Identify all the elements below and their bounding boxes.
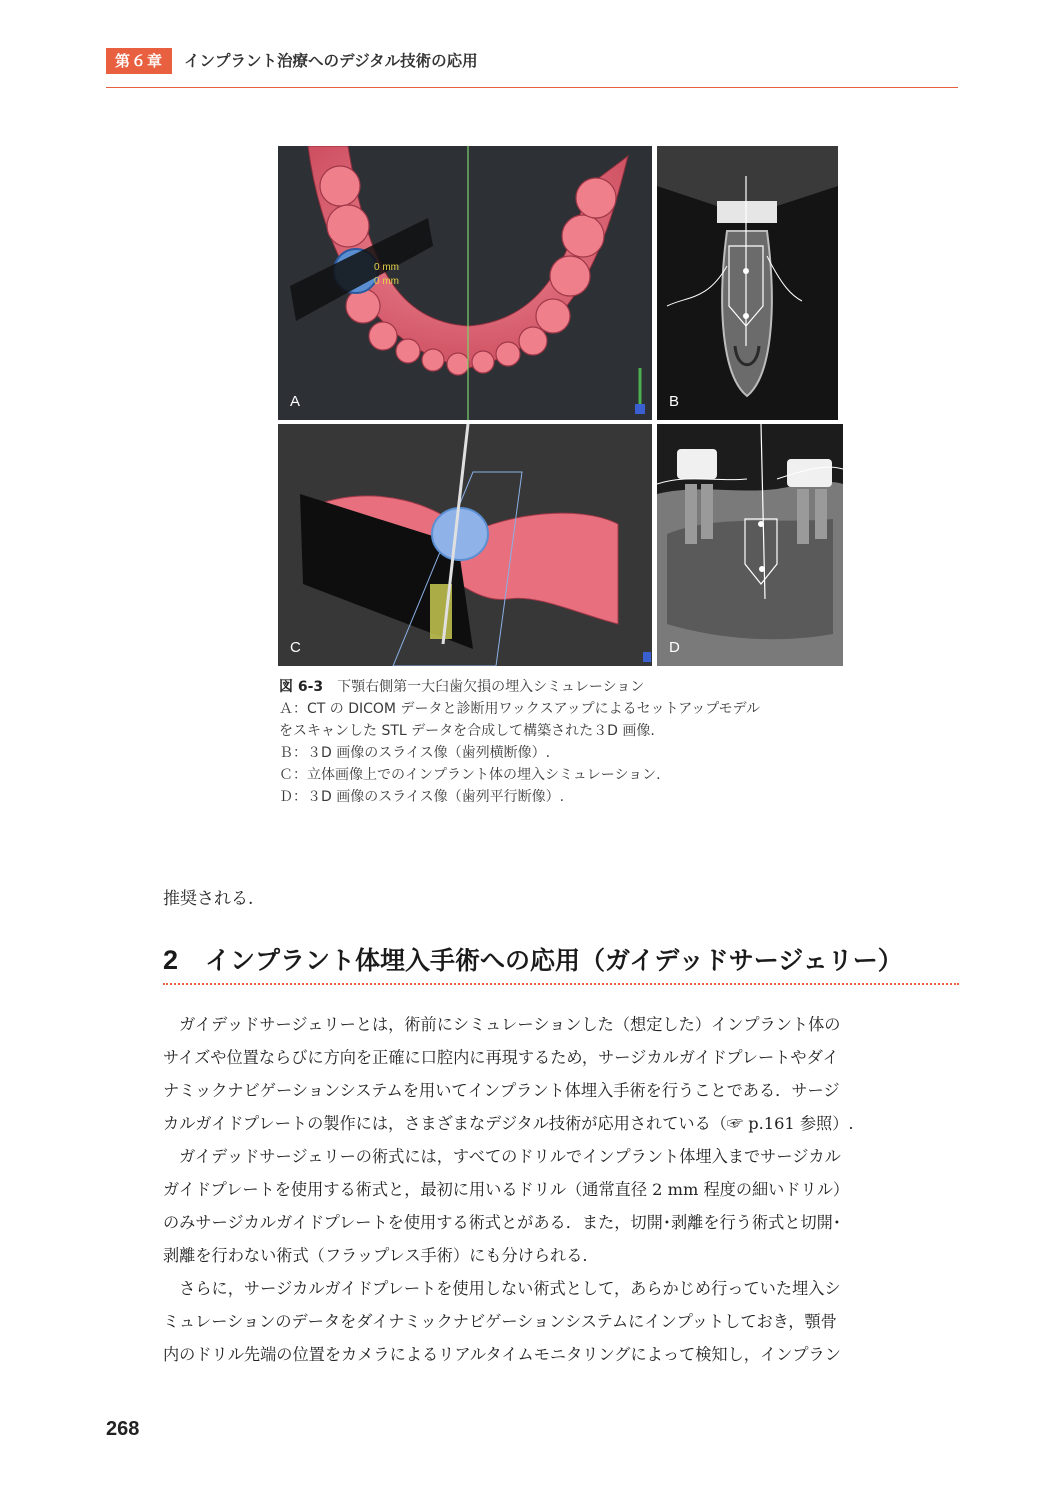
body-line: のみサージカルガイドプレートを使用する術式とがある．また，切開･剥離を行う術式と切開･ <box>163 1213 841 1232</box>
body-line: 剥離を行わない術式（フラップレス手術）にも分けられる. <box>163 1246 588 1265</box>
body-line: 内のドリル先端の位置をカメラによるリアルタイムモニタリングによって検知し，インプラン <box>163 1345 841 1364</box>
svg-text:0 mm: 0 mm <box>374 262 399 273</box>
caption-line: をスキャンした STL データを合成して構築された３D 画像. <box>279 723 655 739</box>
implant-simulation-3d-image <box>278 424 652 666</box>
chapter-title: インプラント治療へのデジタル技術の応用 <box>184 52 478 70</box>
figure-caption <box>279 676 859 808</box>
body-line: カルガイドプレートの製作には，さまざまなデジタル技術が応用されている（☞ p.161 参照）. <box>163 1114 854 1133</box>
caption-line: Ｃ：立体画像上でのインプラント体の埋入シミュレーション. <box>279 767 661 783</box>
panel-label-a: A <box>290 393 301 410</box>
body-line: ミュレーションのデータをダイナミックナビゲーションシステムにインプットしておき，顎骨 <box>163 1312 837 1331</box>
panel-label-b: B <box>669 393 680 410</box>
body-line: ガイデッドサージェリーとは，術前にシミュレーションした（想定した）インプラント体の <box>163 1015 841 1034</box>
chapter-badge: 第６章 <box>106 48 172 74</box>
ct-cross-section-image <box>657 146 838 420</box>
caption-line: Ｄ：３D 画像のスライス像（歯列平行断像）. <box>279 789 565 805</box>
page-number: 268 <box>106 1418 140 1440</box>
ct-parallel-section-image <box>657 424 843 666</box>
body-line: ガイデッドサージェリーの術式には，すべてのドリルでインプラント体埋入までサージカル <box>163 1147 841 1166</box>
caption-line: Ｂ：３D 画像のスライス像（歯列横断像）. <box>279 745 551 761</box>
caption-title: 下顎右側第一大臼歯欠損の埋入シミュレーション <box>337 679 645 695</box>
section-title: インプラント体埋入手術への応用（ガイデッドサージェリー） <box>205 946 903 975</box>
body-line: サイズや位置ならびに方向を正確に口腔内に再現するため，サージカルガイドプレートやダイ <box>163 1048 839 1067</box>
panel-label-d: D <box>669 639 680 656</box>
body-text <box>163 1008 963 1371</box>
section-number: 2 <box>163 945 179 975</box>
figure-panel-d <box>657 424 843 666</box>
section-dotted-rule <box>163 983 959 985</box>
svg-text:0 mm: 0 mm <box>374 276 399 287</box>
caption-line: Ａ：CT の DICOM データと診断用ワックスアップによるセットアップモデル <box>279 701 760 717</box>
figure-panel-a <box>278 146 652 420</box>
preceding-paragraph-tail: 推奨される. <box>163 889 254 909</box>
caption-number: 図 6-3 <box>279 679 324 695</box>
body-line: ガイドプレートを使用する術式と，最初に用いるドリル（通常直径 2 mm 程度の細いドリル） <box>163 1180 850 1199</box>
header-rule <box>106 87 958 88</box>
body-line: さらに，サージカルガイドプレートを使用しない術式として，あらかじめ行っていた埋入シ <box>163 1279 841 1298</box>
caption-heading <box>279 676 859 698</box>
section-heading <box>163 940 963 980</box>
dental-arch-3d-image <box>278 146 652 420</box>
panel-label-c: C <box>290 639 301 656</box>
figure-panel-b <box>657 146 838 420</box>
body-line: ナミックナビゲーションシステムを用いてインプラント体埋入手術を行うことである．サージ <box>163 1081 840 1100</box>
figure-panel-c <box>278 424 652 666</box>
